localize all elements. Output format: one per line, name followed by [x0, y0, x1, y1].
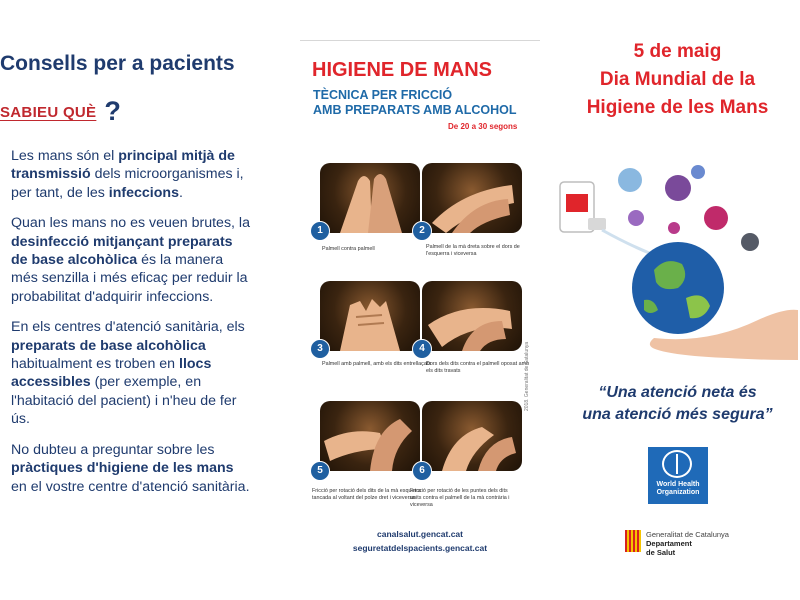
did-you-know-label: SABIEU QUÈ — [0, 104, 97, 121]
poster-subtitle: TÈCNICA PER FRICCIÓ AMB PREPARATS AMB ALCOHOL — [313, 88, 517, 117]
sanitizer-bottle-icon — [560, 182, 606, 232]
advice-title: Consells per a pacients — [0, 52, 235, 75]
step-2-photo — [422, 163, 522, 233]
step-1-caption: Palmell contra palmell — [322, 246, 375, 252]
palm-over-back-hands-icon — [422, 163, 522, 233]
advice-paragraphs — [11, 147, 251, 508]
question-mark: ? — [104, 96, 121, 126]
step-1-photo — [320, 163, 420, 233]
step-6-photo — [422, 401, 522, 471]
canal-salut-link[interactable]: canalsalut.gencat.cat — [377, 529, 463, 539]
germs-icon — [618, 165, 759, 251]
palms-together-hands-icon — [320, 163, 420, 233]
step-5-caption: Fricció per rotació dels dits de la mà esquerra tancada al voltant del polze dret i viceversa — [312, 488, 422, 501]
safety-quote: “Una atenció neta és una atenció més segura” — [582, 384, 773, 423]
poster-title: HIGIENE DE MANS — [312, 59, 493, 81]
advice-paragraph-2: Quan les mans no es veuen brutes, la desinfecció mitjançant preparats de base alcohòlica és la manera més senzilla i més eficaç per reduir la probabilitat d'adquirir infeccions. — [11, 215, 250, 305]
globe-and-hand-illustration — [558, 160, 798, 370]
did-you-know-heading — [0, 96, 121, 127]
step-6-number: 6 — [412, 461, 432, 481]
interlaced-fingers-icon — [320, 281, 420, 351]
catalan-flag-icon — [625, 530, 641, 552]
advice-paragraph-1: Les mans són el principal mitjà de transmissió dels microorganismes i, per tant, de les infeccions. — [11, 148, 244, 201]
step-3-number: 3 — [310, 339, 330, 359]
step-4-photo — [422, 281, 522, 351]
step-2-number: 2 — [412, 221, 432, 241]
poster-duration: De 20 a 30 segons — [448, 122, 518, 131]
day-title: 5 de maig Dia Mundial de la Higiene de les Mans — [586, 41, 769, 118]
who-logo: World Health Organization — [648, 447, 708, 504]
fingertips-rotation-icon — [422, 401, 522, 471]
step-3-caption: Palmell amb palmell, amb els dits entrellaçats — [322, 361, 432, 367]
poster-copyright-note: 2018. Generalitat de Catalunya — [524, 341, 530, 411]
step-3-photo — [320, 281, 420, 351]
patient-advice-column — [0, 0, 270, 600]
advice-paragraph-4: No dubteu a preguntar sobre les pràctiques d'higiene de les mans en el vostre centre d'atenció sanitària. — [11, 441, 250, 495]
step-1-number: 1 — [310, 221, 330, 241]
patient-safety-link[interactable]: seguretatdelspacients.gencat.cat — [352, 543, 488, 553]
globe-icon — [632, 242, 724, 334]
locked-fingers-icon — [422, 281, 522, 351]
step-4-number: 4 — [412, 339, 432, 359]
step-5-photo — [320, 401, 420, 471]
world-hand-hygiene-day-column: 5 de maig Dia Mundial de la Higiene de les Mans “Una atenció neta és una atenció més segura” World Health Organization Generalitat de Catalunya Departament de Salut — [555, 0, 800, 600]
step-2-caption: Palmell de la mà dreta sobre el dors de l'esquerra i viceversa — [426, 244, 520, 257]
who-emblem-icon — [662, 450, 692, 478]
step-6-caption: Fricció per rotació de les puntes dels dits units contra el palmell de la mà contrària i viceversa — [410, 488, 510, 508]
thumb-rotation-icon — [320, 401, 420, 471]
step-4-caption: Dors dels dits contra el palmell oposat amb els dits travats — [426, 361, 530, 374]
step-5-number: 5 — [310, 461, 330, 481]
advice-paragraph-3: En els centres d'atenció sanitària, els preparats de base alcohòlica habitualment es troben en llocs accessibles (per exemple, en l'habitació del pacient) i n'heu de fer ús. — [11, 319, 245, 428]
hand-hygiene-poster — [300, 40, 540, 559]
